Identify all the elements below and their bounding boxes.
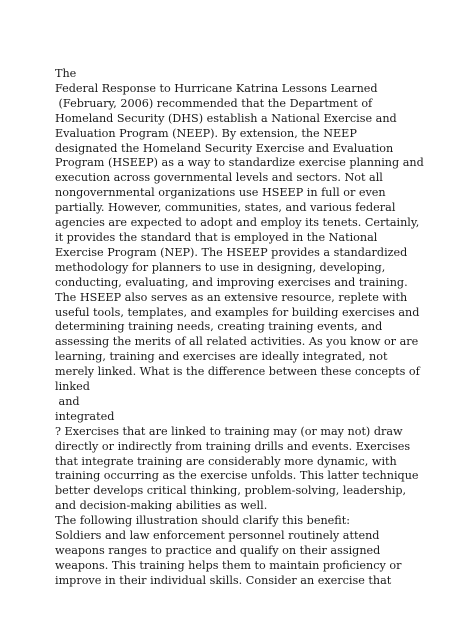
text-line: linked: [55, 380, 90, 394]
text-line: Federal Response to Hurricane Katrina Lessons Learned: [55, 81, 378, 95]
text-line: that integrate training are considerably more dynamic, with: [55, 454, 397, 468]
text-line: and: [55, 394, 80, 408]
text-line: designated the Homeland Security Exercise and Evaluation: [55, 141, 394, 155]
text-line: merely linked. What is the difference between these concepts of: [55, 365, 420, 379]
text-line: The: [55, 67, 77, 80]
text-line: agencies are expected to adopt and employ its tenets. Certainly,: [55, 216, 420, 230]
text-line: training occurring as the exercise unfolds. This latter technique: [55, 469, 419, 483]
text-line: integrated: [55, 409, 115, 423]
text-line: useful tools, templates, and examples for building exercises and: [55, 305, 420, 319]
text-line: execution across governmental levels and sectors. Not all: [55, 171, 383, 185]
text-line: Soldiers and law enforcement personnel routinely attend: [55, 529, 380, 543]
text-line: assessing the merits of all related activities. As you know or are: [55, 335, 419, 349]
text-line: better develops critical thinking, problem-solving, leadership,: [55, 484, 407, 498]
text-line: The HSEEP also serves as an extensive resource, replete with: [55, 290, 408, 304]
text-line: methodology for planners to use in designing, developing,: [55, 260, 386, 274]
text-line: conducting, evaluating, and improving exercises and training.: [55, 275, 408, 289]
text-line: learning, training and exercises are ideally integrated, not: [55, 350, 388, 364]
text-line: it provides the standard that is employed in the National: [55, 230, 378, 244]
text-line: weapons ranges to practice and qualify on their assigned: [55, 544, 381, 557]
text-line: nongovernmental organizations use HSEEP in full or even: [55, 186, 386, 200]
text-line: Program (HSEEP) as a way to standardize exercise planning and: [55, 156, 424, 170]
text-line: directly or indirectly from training drills and events. Exercises: [55, 439, 411, 453]
text-line: Exercise Program (NEP). The HSEEP provides a standardized: [55, 245, 408, 259]
text-line: partially. However, communities, states, and various federal: [55, 201, 396, 215]
text-line: The following illustration should clarify this benefit:: [55, 514, 351, 528]
text-line: Homeland Security (DHS) establish a National Exercise and: [55, 111, 397, 125]
document-body: [55, 67, 450, 589]
text-line: (February, 2006) recommended that the Department of: [55, 96, 373, 110]
text-line: Evaluation Program (NEEP). By extension, the NEEP: [55, 126, 357, 140]
text-line: determining training needs, creating training events, and: [55, 320, 383, 334]
text-line: improve in their individual skills. Consider an exercise that: [55, 573, 392, 587]
text-line: ? Exercises that are linked to training may (or may not) draw: [55, 424, 403, 438]
text-line: and decision-making abilities as well.: [55, 499, 268, 513]
text-line: weapons. This training helps them to maintain proficiency or: [55, 558, 402, 572]
